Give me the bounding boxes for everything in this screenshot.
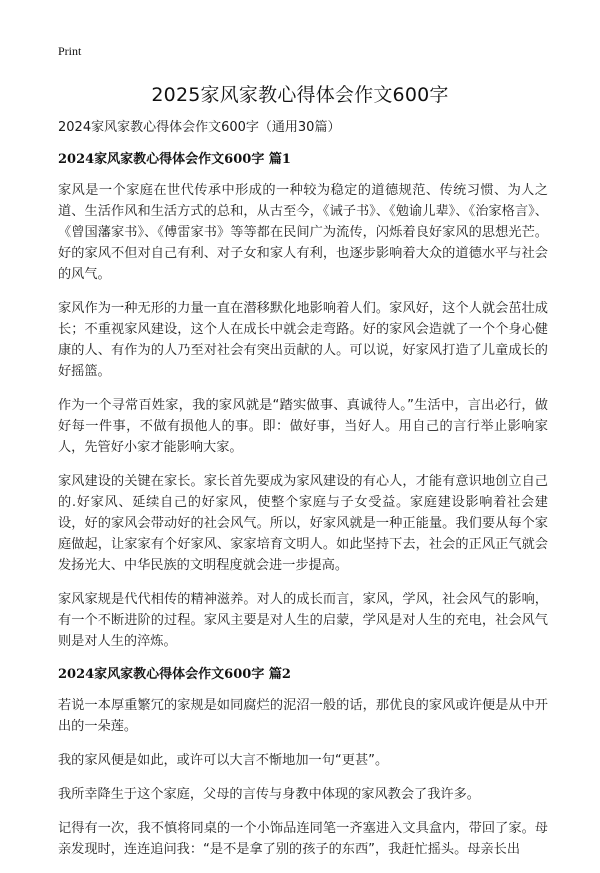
document-subtitle: 2024家风家教心得体会作文600字（通用30篇） (58, 120, 341, 135)
article-body (58, 118, 548, 873)
section-heading-1: 2024家风家教心得体会作文600字 篇1 (58, 152, 291, 167)
section-heading-2: 2024家风家教心得体会作文600字 篇2 (58, 667, 291, 682)
paragraph: 作为一个寻常百姓家，我的家风就是“踏实做事、真诚待人。”生活中，言出必行，做好每一件事，不做有损他人的事。即：做好事，当好人。用自己的言行举止影响家人，先管好小家才能影响大家。 (58, 398, 548, 455)
page-title: 2025家风家教心得体会作文600字 (151, 84, 449, 106)
print-link[interactable]: Print (58, 44, 82, 58)
paragraph: 家风家规是代代相传的精神滋养。对人的成长而言，家风，学风，社会风气的影响，有一个不断进阶的过程。家风主要是对人生的启蒙，学风是对人生的充电，社会风气则是对人生的淬炼。 (58, 592, 548, 649)
paragraph: 记得有一次，我不慎将同桌的一个小饰品连同笔一齐塞进入文具盒内，带回了家。母亲发现时，连连追问我：“是不是拿了别的孩子的东西”，我赶忙摇头。母亲长出 (58, 821, 548, 857)
paragraph: 家风建设的关键在家长。家长首先要成为家风建设的有心人，才能有意识地创立自己的.好家风、延续自己的好家风，使整个家庭与子女受益。家庭建设影响着社会建设，好的家风会带动好的社会风气。所以，好家风就是一种正能量。我们要从每个家庭做起，让家家有个好家风、家家培育文明人。如此坚持下去，社会的正风正气就会发扬光大、中华民族的文明程度就会进一步提高。 (58, 474, 548, 573)
paragraph: 若说一本厚重繁冗的家规是如同腐烂的泥沼一般的话，那优良的家风或许便是从中开出的一朵莲。 (58, 698, 548, 734)
paragraph: 我所幸降生于这个家庭，父母的言传与身教中体现的家风教会了我许多。 (58, 787, 480, 802)
paragraph: 家风是一个家庭在世代传承中形成的一种较为稳定的道德规范、传统习惯、为人之道、生活作风和生活方式的总和，从古至今，《诫子书》、《勉谕儿辈》、《治家格言》、《曾国藩家书》、《傅雷家书》等等都在民间广为流传，闪烁着良好家风的思想光芒。好的家风不但对自己有利、对子女和家人有利，也逐步影响着大众的道德水平与社会的风气。 (58, 183, 548, 282)
paragraph: 我的家风便是如此，或许可以大言不惭地加一句“更甚”。 (58, 753, 389, 768)
paragraph: 家风作为一种无形的力量一直在潜移默化地影响着人们。家风好，这个人就会茁壮成长；不重视家风建设，这个人在成长中就会走弯路。好的家风会造就了一个个身心健康的人、有作为的人乃至对社会有突出贡献的人。可以说，好家风打造了儿童成长的好摇篮。 (58, 301, 548, 379)
